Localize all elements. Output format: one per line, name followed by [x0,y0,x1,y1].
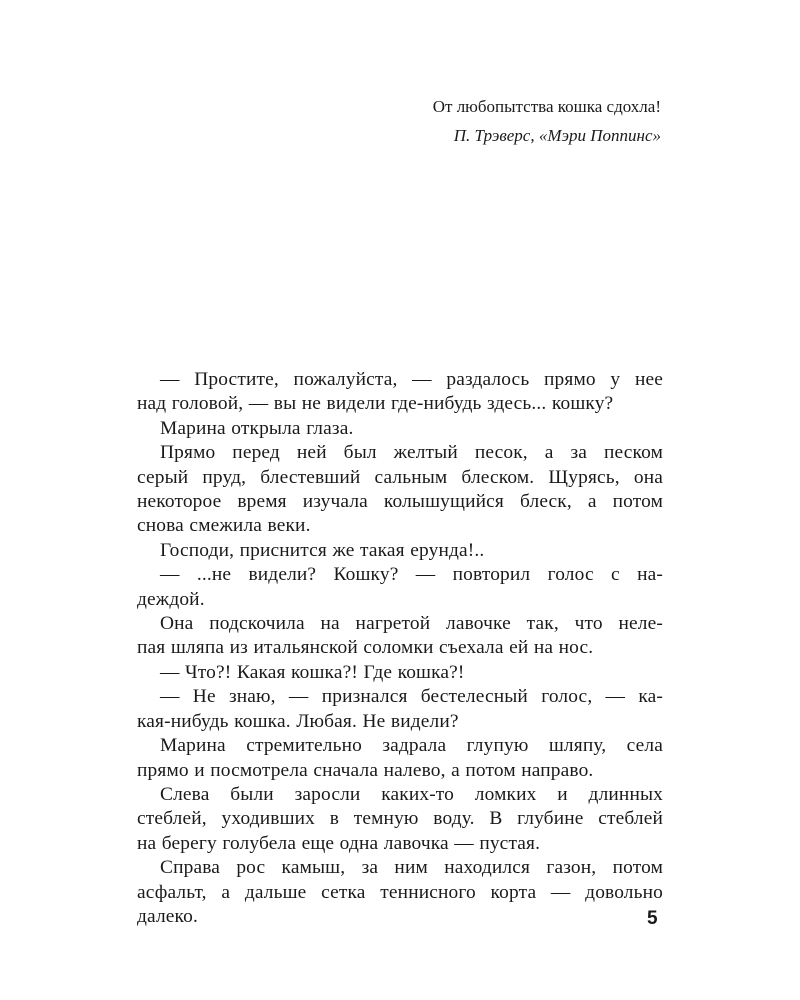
text-line: — ...не видели? Кошку? — повторил голос с на- [160,564,663,586]
text-line: Марина открыла глаза. [160,417,354,439]
text-line: прямо и посмотрела сначала налево, а потом направо. [137,759,594,781]
text-line: Марина стремительно задрала глупую шляпу, села [160,735,663,757]
page-number: 5 [647,908,658,929]
text-line: — Простите, пожалуйста, — раздалось прямо у нее [160,369,663,390]
text-line: на берегу голубела еще одна лавочка — пустая. [137,832,541,854]
text-line: серый пруд, блестевший сальным блеском. Щурясь, она [137,466,663,488]
text-line: некоторое время изучала колышущийся блеск, а потом [137,491,663,513]
text-line: Справа рос камыш, за ним находился газон, потом [160,857,663,879]
epigraph-attribution: П. Трэверс, «Мэри Поппинс» [453,126,661,145]
text-line: Господи, приснится же такая ерунда!.. [160,539,485,561]
epigraph-quote: От любопытства кошка сдохла! [432,97,661,116]
text-line: Она подскочила на нагретой лавочке так, что неле- [160,613,663,635]
text-line: далеко. [137,905,198,927]
text-line: кая-нибудь кошка. Любая. Не видели? [137,710,459,732]
text-line: стеблей, уходивших в темную воду. В глубине стеблей [137,808,663,830]
text-line: — Что?! Какая кошка?! Где кошка?! [160,661,465,683]
text-line: — Не знаю, — признался бестелесный голос, — ка- [160,686,663,708]
epigraph [433,92,661,150]
text-line: Слева были заросли каких-то ломких и длинных [160,783,663,805]
text-line: пая шляпа из итальянской соломки съехала ей на нос. [137,637,594,659]
text-line: над головой, — вы не видели где-нибудь здесь... кошку? [137,393,614,415]
text-line: деждой. [137,588,205,610]
text-line: асфальт, а дальше сетка теннисного корта — довольно [137,881,663,903]
text-line: снова смежила веки. [137,515,311,537]
body-text [137,368,663,929]
text-line: Прямо перед ней был желтый песок, а за песком [160,442,663,464]
